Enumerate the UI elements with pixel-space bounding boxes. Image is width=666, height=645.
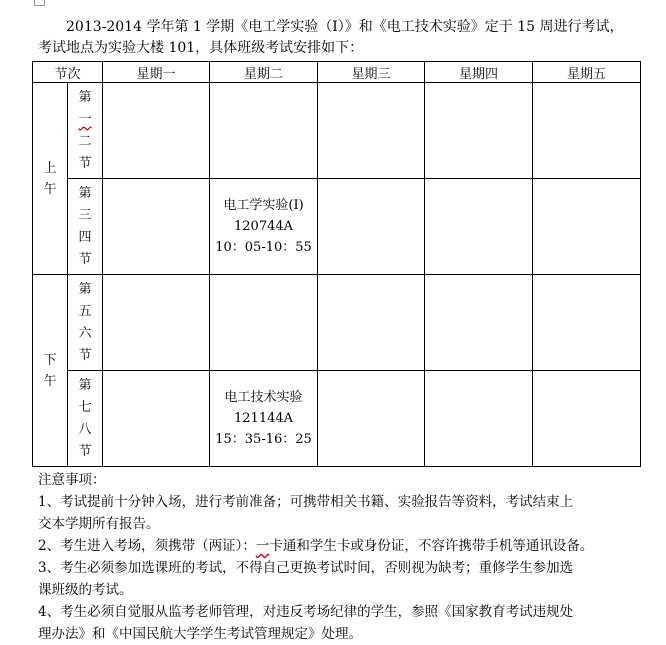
cell-fri-p56 (533, 275, 641, 371)
table-row (33, 275, 641, 371)
cell-mon-p56 (103, 275, 210, 371)
day-header-wed: 星期三 (318, 62, 425, 83)
period-label-7-8: 第 七 八 节 (68, 371, 103, 467)
afternoon-label: 下 午 (33, 275, 68, 467)
exam-time: 15：35-16：25 (215, 432, 312, 447)
exam-code: 121144A (234, 411, 294, 426)
cell-wed-p56 (318, 275, 425, 371)
exam-name: 电工学实验(I) (223, 198, 304, 213)
cell-mon-p34 (103, 179, 210, 275)
page-corner-mark (34, 0, 45, 6)
intro-paragraph (38, 17, 648, 59)
exam-time: 10：05-10：55 (215, 240, 312, 255)
cell-mon-p12 (103, 83, 210, 179)
morning-label: 上 午 (33, 83, 68, 275)
exam-name: 电工技术实验 (224, 390, 303, 405)
cell-thu-p12 (425, 83, 533, 179)
exam-schedule-table (32, 61, 641, 467)
note-item-4-line-2: 理办法》和《中国民航大学学生考试管理规定》处理。 (38, 626, 362, 642)
cell-tue-p56 (210, 275, 318, 371)
period-label-1-2: 第 一 二 节 (68, 83, 103, 179)
cell-fri-p78 (533, 371, 641, 467)
cell-wed-p12 (318, 83, 425, 179)
cell-fri-p12 (533, 83, 641, 179)
day-header-mon: 星期一 (103, 62, 210, 83)
table-row (33, 83, 641, 179)
note-item-1-line-1: 1、考试提前十分钟入场，进行考前准备；可携带相关书籍、实验报告等资料，考试结束上 (38, 494, 574, 510)
note-item-1-line-2: 交本学期所有报告。 (38, 516, 160, 532)
notes-heading: 注意事项： (38, 472, 106, 488)
table-row (33, 179, 641, 275)
note-item-3-line-2: 课班级的考试。 (38, 582, 133, 598)
cell-thu-p34 (425, 179, 533, 275)
note-item-2: 2、考生进入考场，须携带（两证）：一卡通和学生卡或身份证，不容许携带手机等通讯设备。 (38, 538, 594, 554)
note-item-4-line-1: 4、考生必须自觉服从监考老师管理，对违反考场纪律的学生，参照《国家教育考试违规处 (38, 604, 574, 620)
cell-fri-p34 (533, 179, 641, 275)
cell-wed-p34 (318, 179, 425, 275)
intro-line-1: 2013-2014 学年第 1 学期《电工学实验（I）》和《电工技术实验》定于 15 周进行考试， (66, 19, 624, 35)
day-header-thu: 星期四 (425, 62, 533, 83)
note-item-3-line-1: 3、考生必须参加选课班的考试，不得自己更换考试时间，否则视为缺考；重修学生参加选 (38, 560, 574, 576)
day-header-tue: 星期二 (210, 62, 318, 83)
cell-wed-p78 (318, 371, 425, 467)
period-header: 节次 (33, 62, 103, 83)
exam-entry-electrical-experiment (210, 179, 318, 275)
period-label-3-4: 第 三 四 节 (68, 179, 103, 275)
intro-line-2: 考试地点为实验大楼 101，具体班级考试安排如下： (38, 40, 364, 56)
exam-entry-electrical-technology (210, 371, 318, 467)
cell-thu-p78 (425, 371, 533, 467)
cell-tue-p12 (210, 83, 318, 179)
cell-mon-p78 (103, 371, 210, 467)
table-row (33, 371, 641, 467)
exam-code: 120744A (234, 219, 294, 234)
period-label-5-6: 第 五 六 节 (68, 275, 103, 371)
table-header-row (33, 62, 641, 83)
day-header-fri: 星期五 (533, 62, 641, 83)
cell-thu-p56 (425, 275, 533, 371)
notes-section (38, 469, 653, 645)
